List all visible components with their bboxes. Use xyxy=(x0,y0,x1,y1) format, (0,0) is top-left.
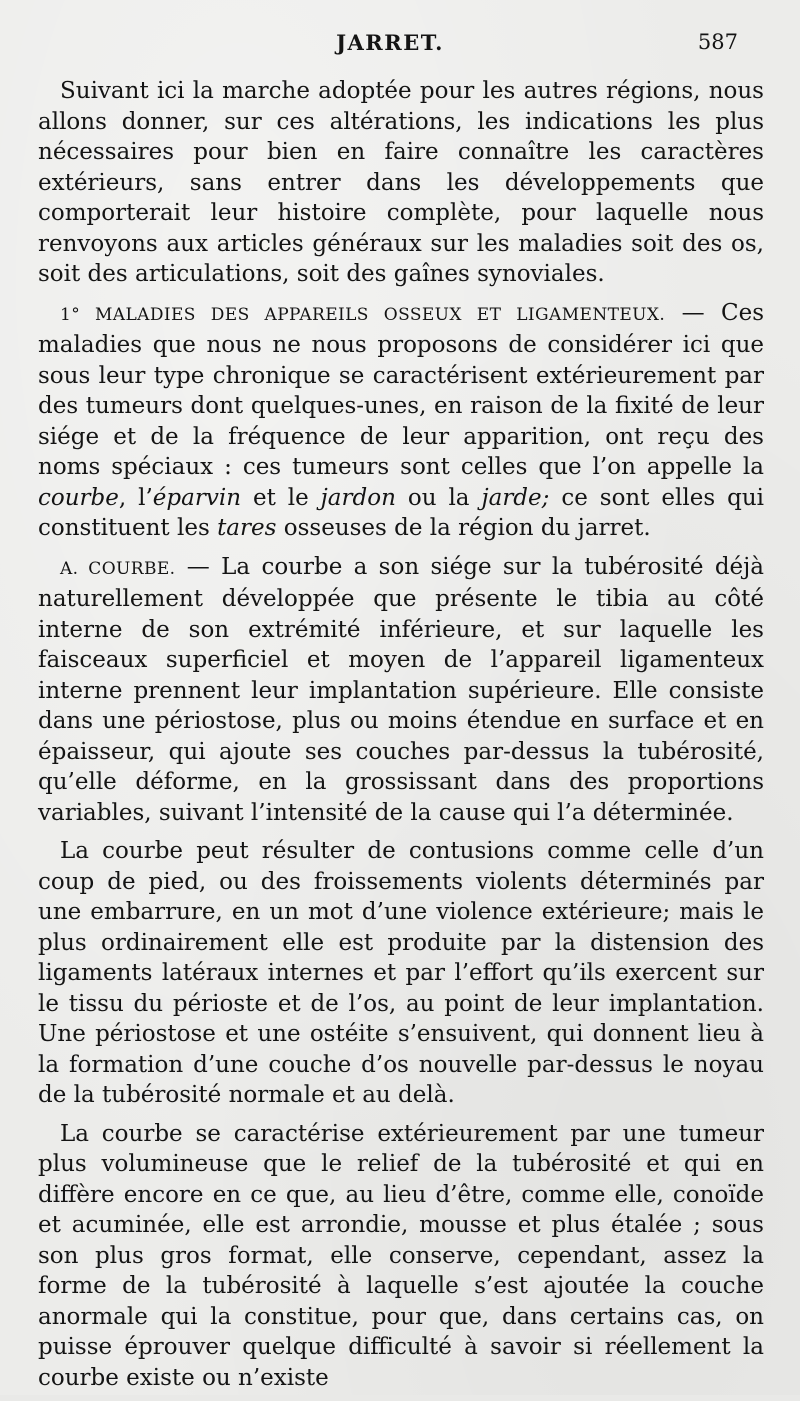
section-heading-courbe: A. COURBE. xyxy=(60,558,176,579)
text-segment: osseuses de la région du jarret. xyxy=(276,515,651,541)
italic-term-jardon: jardon xyxy=(320,484,396,511)
italic-term-courbe: courbe xyxy=(38,484,119,511)
text-segment: — La courbe a son siége sur la tubérosité déjà naturellement développée que présente le tibia au côté interne de son extrémité inférieure, et sur laquelle les faisceaux superficiel et moyen de l’appareil ligamenteux interne prennent leur implantation supérieure. Elle consiste dans une périostose, plus ou moins étendue en surface et en épaisseur, qui ajoute ses couches par-dessus la tubérosité, qu’elle déforme, en la grossissant dans des proportions variables, suivant l’intensité de la cause qui l’a déterminée. xyxy=(38,553,764,826)
text-segment: — Ces maladies que nous ne nous proposons de considérer ici que sous leur type chronique se caractérisent extérieurement par des tumeurs dont quelques-unes, en raison de la fixité de leur siége et de la fréquence de leur apparition, ont reçu des noms spéciaux : ces tumeurs sont celles que l’on appelle la xyxy=(38,299,764,480)
text-segment: et le xyxy=(241,484,321,511)
paragraph-causes: La courbe peut résulter de contusions comme celle d’un coup de pied, ou des froissements violents déterminés par une embarrure, en un mot d’une violence extérieure; mais le plus ordinairement elle est produite par la distension des ligaments latéraux internes et par l’effort qu’ils exercent sur le tissu du périoste et de l’os, au point de leur implantation. Une périostose et une ostéite s’ensuivent, qui donnent lieu à la formation d’une couche d’os nouvelle par-dessus le noyau de la tubérosité normale et au delà. xyxy=(38,838,764,1108)
text-segment: ou la xyxy=(395,484,482,511)
page-header xyxy=(40,30,740,62)
text-segment: ce sont elles qui constituent les xyxy=(38,484,764,541)
italic-term-eparvin: éparvin xyxy=(152,484,242,511)
section-heading-maladies: 1° MALADIES DES APPAREILS OSSEUX ET LIGAMENTEUX. xyxy=(60,304,666,325)
paragraph-courbe xyxy=(38,552,764,829)
paragraph-intro: Suivant ici la marche adoptée pour les autres régions, nous allons donner, sur ces altérations, les indications les plus nécessaires pour bien en faire connaître les caractères extérieurs, sans entrer dans les développements que comporterait leur histoire complète, pour laquelle nous renvoyons aux articles généraux sur les maladies soit des os, soit des articulations, soit des gaînes synoviales. xyxy=(38,78,764,287)
page-number: 587 xyxy=(697,30,738,54)
paragraph-caracteres: La courbe se caractérise extérieurement par une tumeur plus volumineuse que le relief de la tubérosité et qui en diffère encore en ce que, au lieu d’être, comme elle, conoïde et acuminée, elle est arrondie, mousse et plus étalée ; sous son plus gros format, elle conserve, cependant, assez la forme de la tubérosité à laquelle s’est ajoutée la couche anormale qui la constitue, pour que, dans certains cas, on puisse éprouver quelque difficulté à savoir si réellement la courbe existe ou n’existe xyxy=(38,1120,764,1391)
paragraph-maladies xyxy=(38,298,764,544)
italic-term-jarde: jarde; xyxy=(481,484,550,511)
body-text xyxy=(38,76,764,1401)
text-segment: , l’ xyxy=(118,484,153,511)
running-title: JARRET. xyxy=(336,30,444,55)
italic-term-tares: tares xyxy=(217,515,277,541)
